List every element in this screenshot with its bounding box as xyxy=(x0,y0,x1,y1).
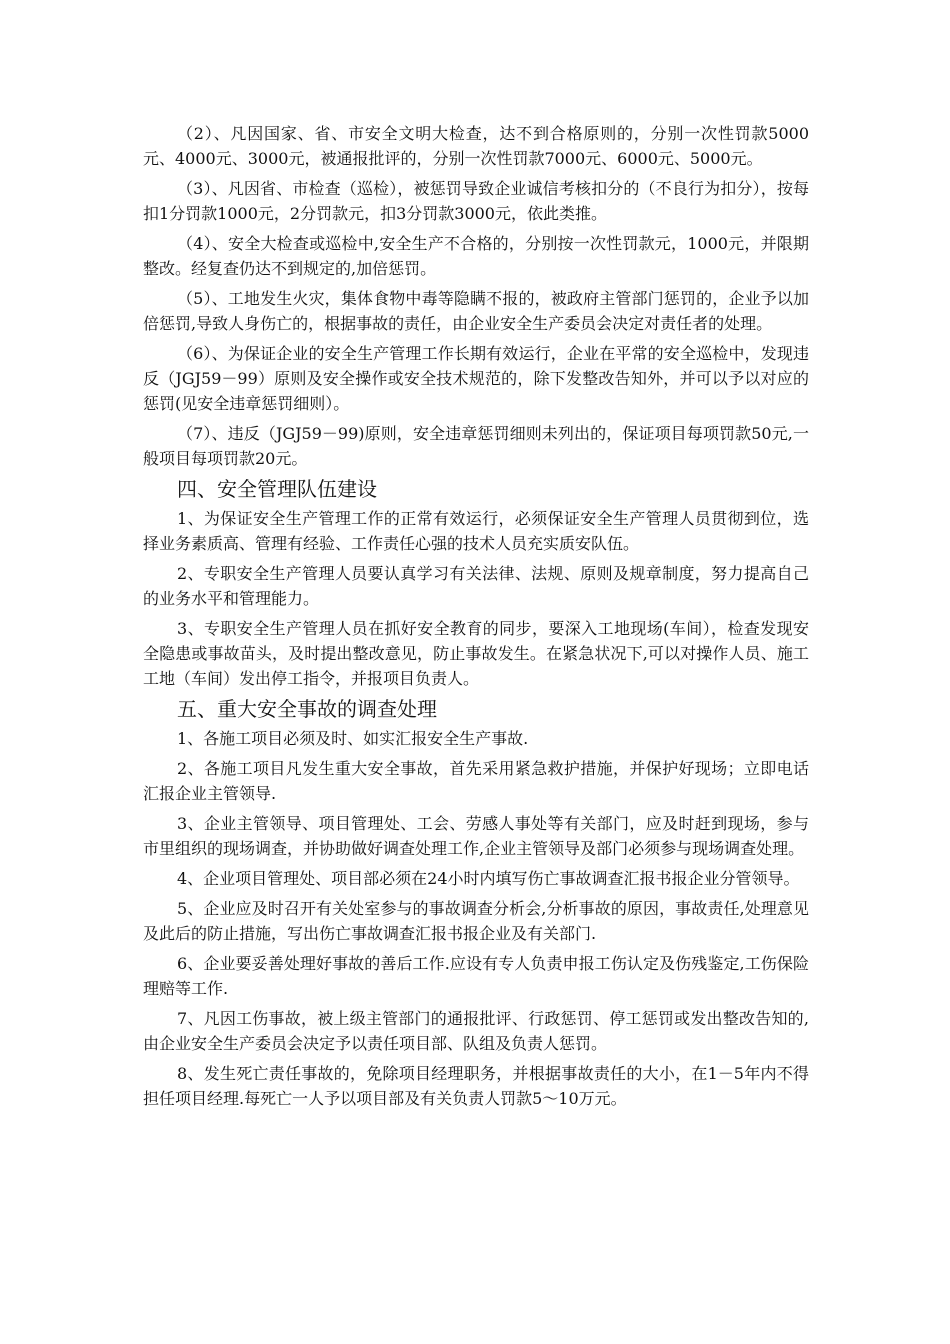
paragraph-accident-2: 2、各施工项目凡发生重大安全事故，首先采用紧急救护措施，并保护好现场；立即电话汇报企业主管领导. xyxy=(143,759,809,803)
paragraph-team-3: 3、专职安全生产管理人员在抓好安全教育的同步，要深入工地现场(车间），检查发现安全隐患或事故苗头，及时提出整改意见，防止事故发生。在紧急状况下,可以对操作人员、施工工地（车间）发出停工指令，并报项目负责人。 xyxy=(143,619,809,688)
paragraph-accident-6: 6、企业要妥善处理好事故的善后工作.应设有专人负责申报工伤认定及伤残鉴定,工伤保险理赔等工作. xyxy=(143,954,809,998)
paragraph-accident-7: 7、凡因工伤事故，被上级主管部门的通报批评、行政惩罚、停工惩罚或发出整改告知的,由企业安全生产委员会决定予以责任项目部、队组及负责人惩罚。 xyxy=(143,1009,809,1053)
paragraph-accident-1: 1、各施工项目必须及时、如实汇报安全生产事故. xyxy=(177,729,529,748)
paragraph-team-1: 1、为保证安全生产管理工作的正常有效运行，必须保证安全生产管理人员贯彻到位，选择业务素质高、管理有经验、工作责任心强的技术人员充实质安队伍。 xyxy=(143,509,809,553)
paragraph-penalty-2: （2）、凡因国家、省、市安全文明大检查，达不到合格原则的，分别一次性罚款5000元、4000元、3000元，被通报批评的，分别一次性罚款7000元、6000元、5000元。 xyxy=(143,124,809,168)
paragraph-accident-4: 4、企业项目管理处、项目部必须在24小时内填写伤亡事故调查汇报书报企业分管领导。 xyxy=(177,869,800,888)
document-body xyxy=(143,121,809,1116)
paragraph-penalty-7: （7）、违反（JGJ59－99)原则，安全违章惩罚细则未列出的，保证项目每项罚款50元,一般项目每项罚款20元。 xyxy=(143,424,809,468)
section-heading-accident-handling: 五、重大安全事故的调查处理 xyxy=(177,697,437,721)
paragraph-penalty-5: （5）、工地发生火灾，集体食物中毒等隐瞒不报的，被政府主管部门惩罚的，企业予以加倍惩罚,导致人身伤亡的，根据事故的责任，由企业安全生产委员会决定对责任者的处理。 xyxy=(143,289,809,333)
paragraph-penalty-3: （3）、凡因省、市检查（巡检），被惩罚导致企业诚信考核扣分的（不良行为扣分），按每扣1分罚款1000元，2分罚款元，扣3分罚款3000元，依此类推。 xyxy=(143,179,809,223)
paragraph-penalty-4: （4）、安全大检查或巡检中,安全生产不合格的，分别按一次性罚款元，1000元，并限期整改。经复查仍达不到规定的,加倍惩罚。 xyxy=(143,234,809,278)
paragraph-team-2: 2、专职安全生产管理人员要认真学习有关法律、法规、原则及规章制度，努力提高自己的业务水平和管理能力。 xyxy=(143,564,809,608)
paragraph-accident-8: 8、发生死亡责任事故的，免除项目经理职务，并根据事故责任的大小，在1－5年内不得担任项目经理.每死亡一人予以项目部及有关负责人罚款5～10万元。 xyxy=(143,1064,809,1108)
section-heading-team-building: 四、安全管理队伍建设 xyxy=(177,477,377,501)
paragraph-penalty-6: （6）、为保证企业的安全生产管理工作长期有效运行，企业在平常的安全巡检中，发现违反（JGJ59－99）原则及安全操作或安全技术规范的，除下发整改告知外，并可以予以对应的惩罚(见安全违章惩罚细则）。 xyxy=(143,344,809,413)
paragraph-accident-5: 5、企业应及时召开有关处室参与的事故调查分析会,分析事故的原因，事故责任,处理意见及此后的防止措施，写出伤亡事故调查汇报书报企业及有关部门. xyxy=(143,899,809,943)
paragraph-accident-3: 3、企业主管领导、项目管理处、工会、劳感人事处等有关部门，应及时赶到现场，参与市里组织的现场调查，并协助做好调查处理工作,企业主管领导及部门必须参与现场调查处理。 xyxy=(143,814,809,858)
